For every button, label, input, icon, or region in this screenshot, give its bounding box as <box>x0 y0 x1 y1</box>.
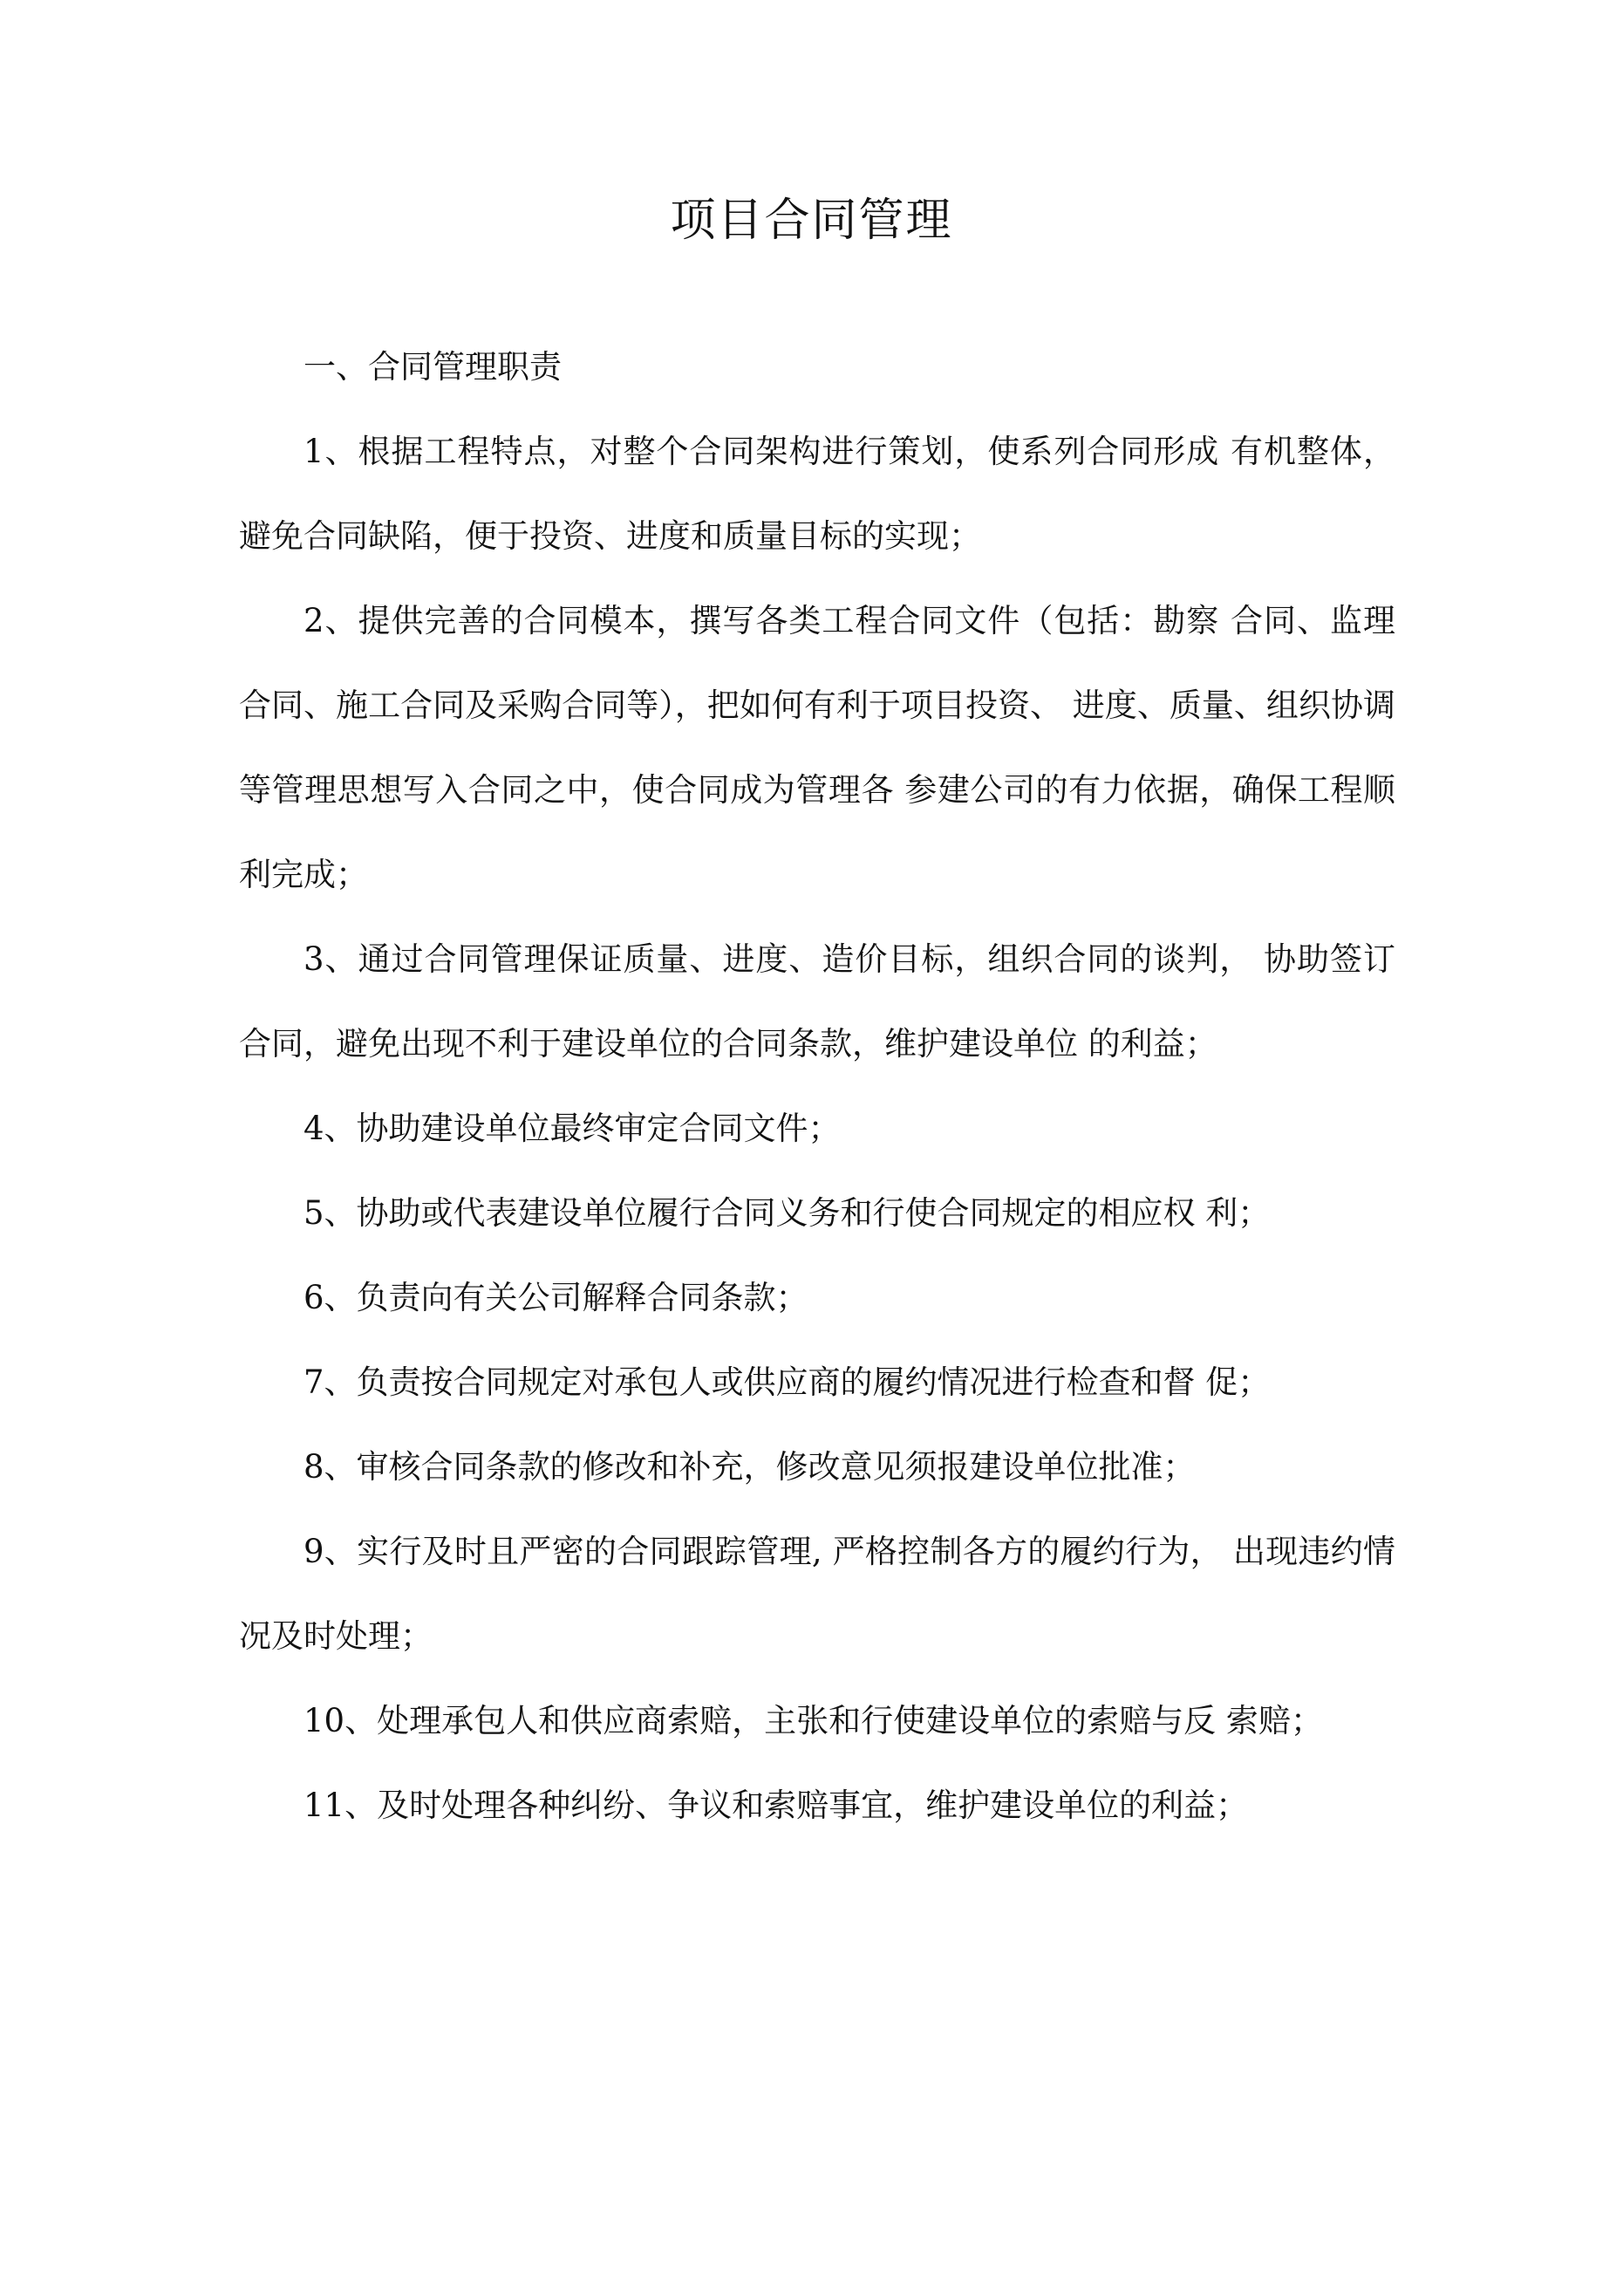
list-item: 9、实行及时且严密的合同跟踪管理, 严格控制各方的履约行为， 出现违约情况及时处理； <box>239 1533 1395 1655</box>
document-body <box>239 325 1395 1848</box>
list-item: 5、协助或代表建设单位履行合同义务和行使合同规定的相应权 利； <box>303 1194 1271 1232</box>
list-item: 3、通过合同管理保证质量、进度、造价目标，组织合同的谈判， 协助签订合同，避免出现不利于建设单位的合同条款，维护建设单位 的利益； <box>239 940 1395 1063</box>
list-item: 7、负责按合同规定对承包人或供应商的履约情况进行检查和督 促； <box>303 1363 1271 1401</box>
document-title: 项目合同管理 <box>670 195 953 247</box>
list-item: 6、负责向有关公司解释合同条款； <box>303 1279 808 1316</box>
list-item: 2、提供完善的合同模本，撰写各类工程合同文件（包括：勘察 合同、监理合同、施工合同及采购合同等），把如何有利于项目投资、 进度、质量、组织协调等管理思想写入合同之中，使合同成为管理各 参建公司的有力依据，确保工程顺利完成； <box>239 602 1395 893</box>
section-heading: 一、合同管理职责 <box>303 348 562 386</box>
list-item: 10、处理承包人和供应商索赔，主张和行使建设单位的索赔与反 索赔； <box>303 1702 1323 1739</box>
list-item: 11、及时处理各种纠纷、争议和索赔事宜，维护建设单位的利益； <box>303 1787 1249 1824</box>
list-item: 4、协助建设单位最终审定合同文件； <box>303 1110 841 1147</box>
list-item: 1、根据工程特点，对整个合同架构进行策划，使系列合同形成 有机整体，避免合同缺陷，便于投资、进度和质量目标的实现； <box>239 433 1395 555</box>
list-item: 8、审核合同条款的修改和补充，修改意见须报建设单位批准； <box>303 1448 1196 1486</box>
